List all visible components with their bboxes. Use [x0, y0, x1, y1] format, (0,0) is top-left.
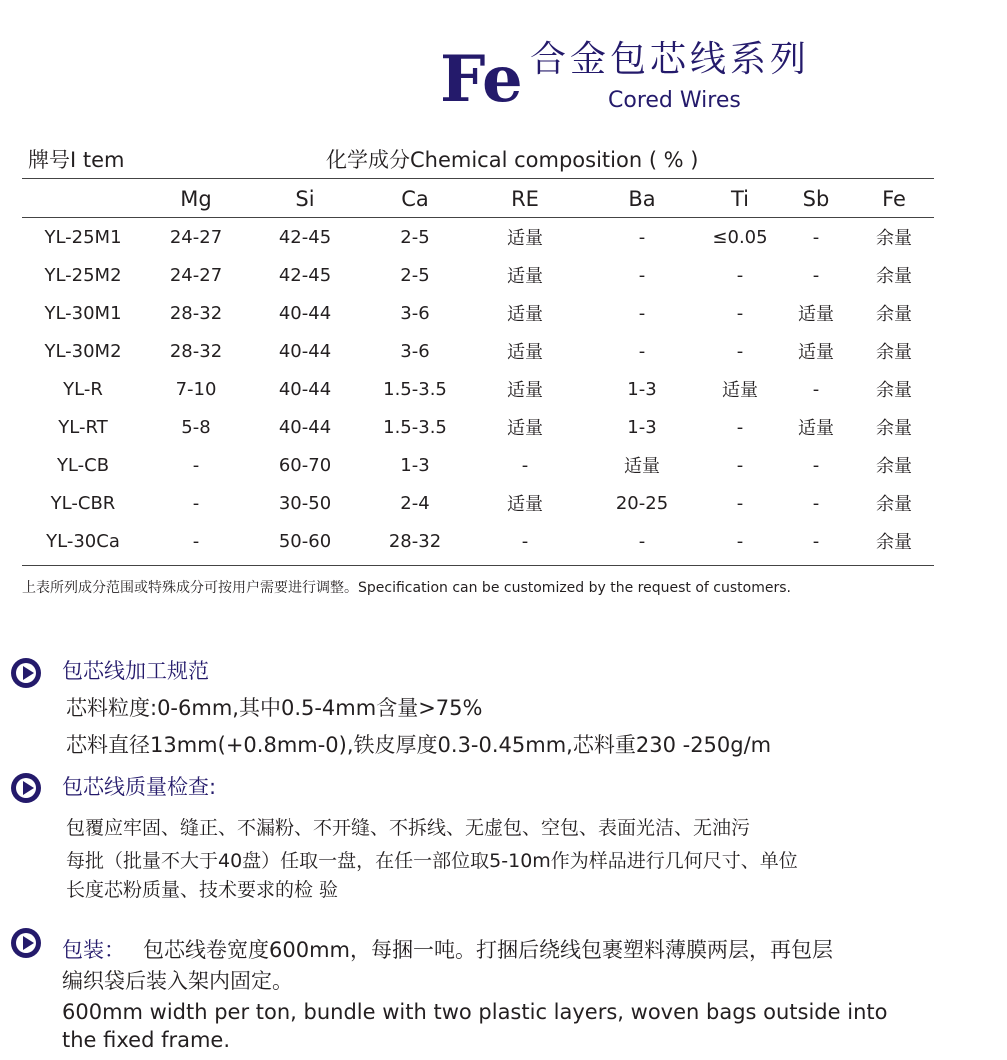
packing-line: the fixed frame.	[62, 1028, 231, 1052]
value-cell: -	[638, 340, 646, 362]
header-underline-composition	[142, 178, 934, 179]
value-cell: -	[638, 530, 646, 552]
value-cell: 60-70	[278, 454, 332, 476]
brand-cell: YL-25M2	[44, 264, 122, 286]
value-cell: 1-3	[627, 378, 657, 400]
table-body	[22, 218, 934, 560]
value-cell: 40-44	[278, 416, 332, 438]
value-cell: 适量	[507, 494, 543, 515]
value-cell: 28-32	[169, 302, 223, 324]
table-row	[22, 484, 934, 522]
value-cell: 适量	[507, 380, 543, 401]
value-cell: -	[192, 454, 200, 476]
value-cell: 1.5-3.5	[383, 378, 447, 400]
brand-cell: YL-CB	[56, 454, 110, 476]
value-cell: 20-25	[615, 492, 669, 514]
value-cell: 5-8	[181, 416, 211, 438]
value-cell: 适量	[507, 228, 543, 249]
value-cell: 适量	[722, 380, 758, 401]
value-cell: -	[736, 264, 744, 286]
column-header: Ti	[730, 187, 750, 211]
table-row	[22, 256, 934, 294]
value-cell: 7-10	[175, 378, 217, 400]
table-row	[22, 446, 934, 484]
packing-line: 600mm width per ton, bundle with two plastic layers, woven bags outside into	[62, 1000, 888, 1024]
value-cell: 30-50	[278, 492, 332, 514]
value-cell: -	[638, 264, 646, 286]
value-cell: 余量	[876, 266, 912, 287]
value-cell: 余量	[876, 532, 912, 553]
column-header: Sb	[802, 187, 830, 211]
value-cell: 40-44	[278, 302, 332, 324]
value-cell: 余量	[876, 456, 912, 477]
value-cell: -	[192, 530, 200, 552]
value-cell: 2-5	[400, 226, 430, 248]
brand-cell: YL-30M2	[44, 340, 122, 362]
value-cell: 余量	[876, 342, 912, 363]
value-cell: 适量	[798, 342, 834, 363]
value-cell: 3-6	[400, 302, 430, 324]
quality-line: 长度芯粉质量、技术要求的检 验	[66, 879, 339, 901]
value-cell: -	[812, 226, 820, 248]
column-header: Fe	[882, 187, 906, 211]
quality-line: 每批（批量不大于40盘）任取一盘，在任一部位取5-10m作为样品进行几何尺寸、单位	[66, 850, 798, 872]
value-cell: 适量	[798, 418, 834, 439]
packing-line: 编织袋后装入架内固定。	[62, 969, 293, 993]
brand-cell: YL-CBR	[50, 492, 116, 514]
quality-line: 包覆应牢固、缝正、不漏粉、不开缝、不拆线、无虚包、空包、表面光洁、无油污	[66, 817, 751, 839]
quality-section-title: 包芯线质量检查:	[62, 775, 217, 799]
title-symbol: Fe	[440, 42, 523, 117]
value-cell: -	[812, 378, 820, 400]
spec-line: 芯料直径13mm(+0.8mm-0),铁皮厚度0.3-0.45mm,芯料重230 -250g/m	[66, 733, 772, 757]
value-cell: 适量	[507, 418, 543, 439]
title-english: Cored Wires	[608, 88, 741, 113]
brand-cell: YL-30Ca	[46, 530, 120, 552]
customization-note: 上表所列成分范围或特殊成分可按用户需要进行调整。Specification can be customized by the request of customers.	[22, 580, 791, 596]
value-cell: 适量	[624, 456, 660, 477]
value-cell: 余量	[876, 228, 912, 249]
column-header: RE	[511, 187, 539, 211]
title-chinese: 合金包芯线系列	[530, 39, 811, 80]
spec-line: 芯料粒度:0-6mm,其中0.5-4mm含量>75%	[66, 696, 483, 720]
composition-table	[22, 180, 934, 560]
table-row	[22, 332, 934, 370]
value-cell: 2-5	[400, 264, 430, 286]
column-header	[22, 180, 144, 218]
value-cell: -	[736, 416, 744, 438]
table-row	[22, 408, 934, 446]
header-underline-brand	[22, 178, 142, 179]
value-cell: -	[521, 454, 529, 476]
column-header-row	[22, 180, 934, 218]
table-row	[22, 218, 934, 256]
value-cell: 余量	[876, 494, 912, 515]
value-cell: 1.5-3.5	[383, 416, 447, 438]
composition-header: 化学成分Chemical composition ( % )	[326, 148, 699, 172]
brand-cell: YL-RT	[58, 416, 108, 438]
play-circle-icon	[8, 655, 44, 691]
value-cell: -	[521, 530, 529, 552]
value-cell: -	[192, 492, 200, 514]
table-row	[22, 370, 934, 408]
value-cell: 适量	[798, 304, 834, 325]
value-cell: 3-6	[400, 340, 430, 362]
brand-cell: YL-25M1	[44, 226, 122, 248]
table-row	[22, 522, 934, 560]
value-cell: -	[812, 454, 820, 476]
value-cell: 余量	[876, 304, 912, 325]
table-bottom-rule	[22, 565, 934, 566]
value-cell: 42-45	[278, 226, 332, 248]
value-cell: -	[736, 454, 744, 476]
value-cell: 28-32	[169, 340, 223, 362]
value-cell: 50-60	[278, 530, 332, 552]
value-cell: 1-3	[627, 416, 657, 438]
value-cell: 1-3	[400, 454, 430, 476]
value-cell: -	[736, 530, 744, 552]
value-cell: 适量	[507, 304, 543, 325]
value-cell: 24-27	[169, 264, 223, 286]
value-cell: -	[736, 302, 744, 324]
brand-cell: YL-30M1	[44, 302, 122, 324]
column-header: Mg	[180, 187, 212, 211]
value-cell: -	[638, 226, 646, 248]
value-cell: 40-44	[278, 378, 332, 400]
brand-cell: YL-R	[63, 378, 103, 400]
value-cell: -	[736, 492, 744, 514]
value-cell: 40-44	[278, 340, 332, 362]
packing-line: 包芯线卷宽度600mm，每捆一吨。打捆后绕线包裹塑料薄膜两层，再包层	[143, 938, 833, 962]
value-cell: ≤0.05	[712, 226, 768, 248]
table-row	[22, 294, 934, 332]
packing-section-title: 包装：	[62, 938, 125, 962]
value-cell: 余量	[876, 418, 912, 439]
play-circle-icon	[8, 770, 44, 806]
column-header: Si	[295, 187, 315, 211]
value-cell: 28-32	[388, 530, 442, 552]
brand-header: 牌号I tem	[28, 148, 125, 172]
spec-section-title: 包芯线加工规范	[62, 659, 209, 683]
value-cell: -	[736, 340, 744, 362]
column-header: Ca	[401, 187, 429, 211]
value-cell: 适量	[507, 266, 543, 287]
value-cell: -	[812, 492, 820, 514]
value-cell: 42-45	[278, 264, 332, 286]
value-cell: -	[812, 530, 820, 552]
play-circle-icon	[8, 925, 44, 961]
value-cell: -	[638, 302, 646, 324]
value-cell: 24-27	[169, 226, 223, 248]
value-cell: -	[812, 264, 820, 286]
value-cell: 余量	[876, 380, 912, 401]
value-cell: 适量	[507, 342, 543, 363]
column-header: Ba	[628, 187, 656, 211]
value-cell: 2-4	[400, 492, 430, 514]
